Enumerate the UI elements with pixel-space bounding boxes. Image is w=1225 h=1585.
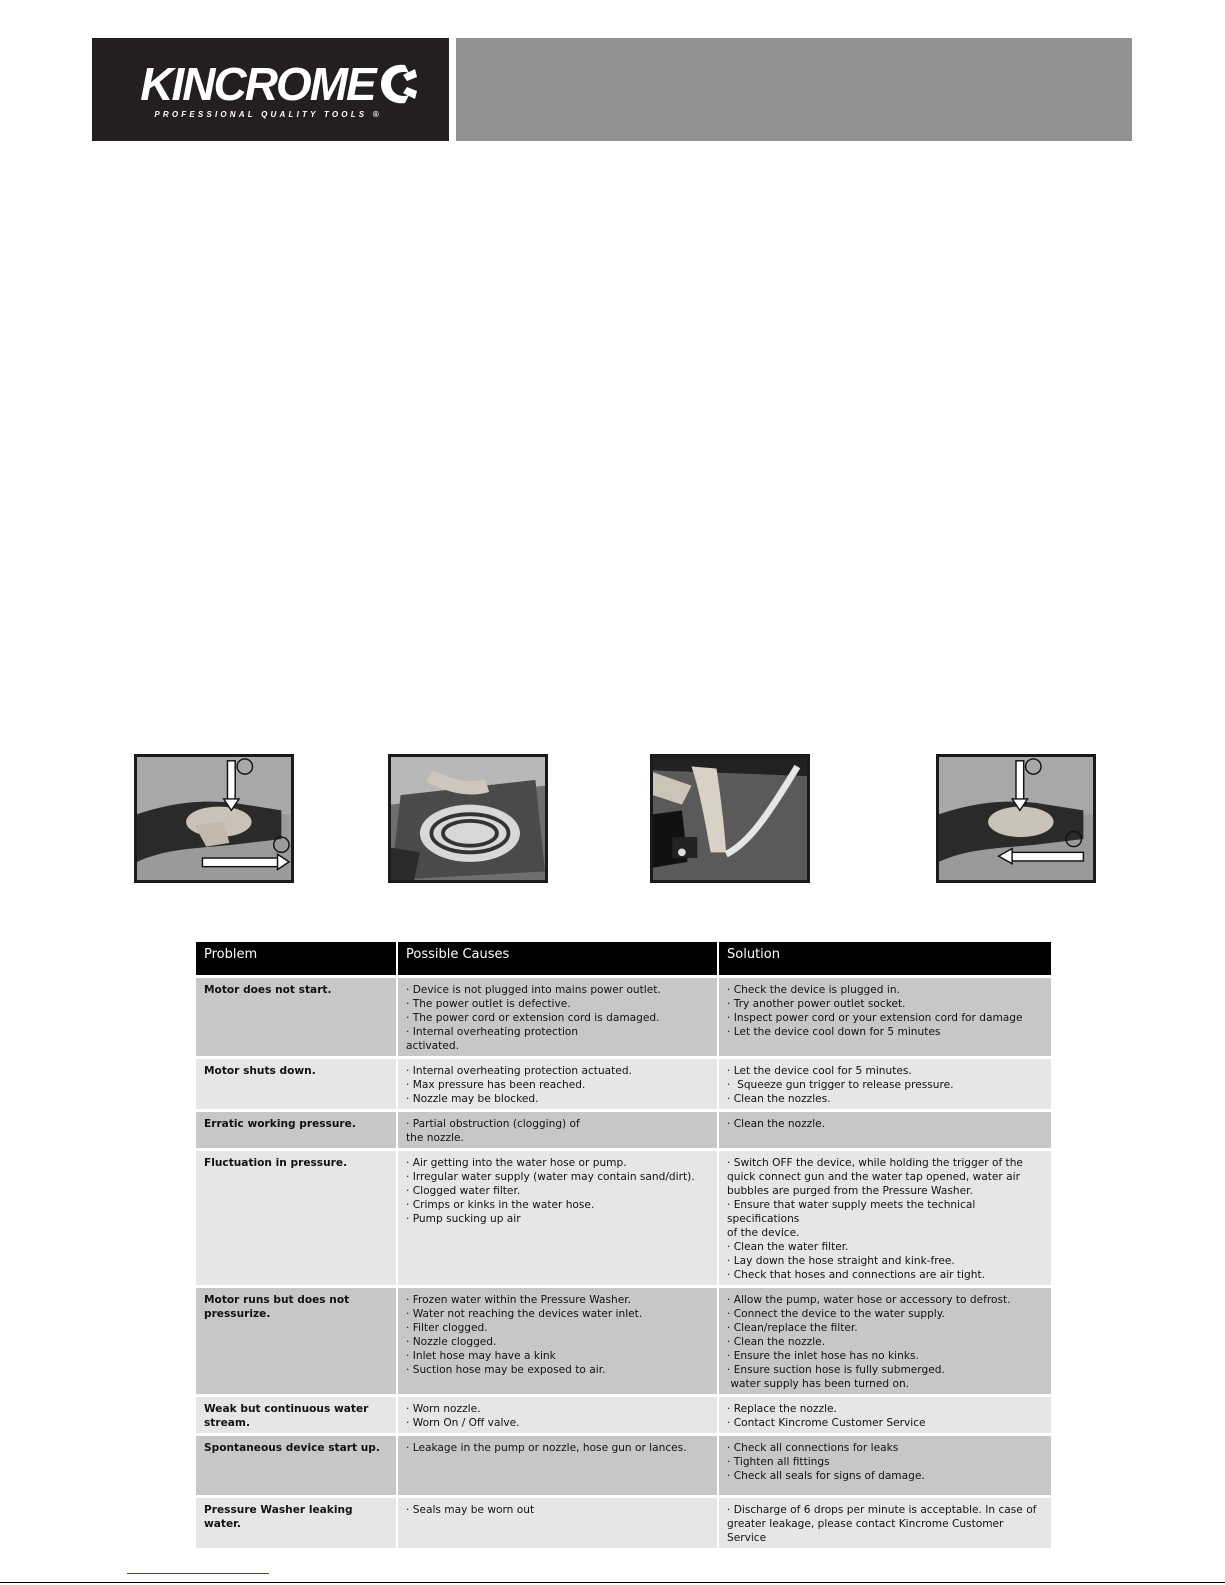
problem-cell: Motor does not start. — [196, 975, 398, 1056]
cause-line: · Worn On / Off valve. — [406, 1417, 520, 1429]
kincrome-logo — [92, 38, 449, 141]
troubleshooting-table — [196, 942, 1051, 1548]
solution-line: · Check the device is plugged in. — [727, 984, 900, 996]
problem-cell: Pressure Washer leaking water. — [196, 1495, 398, 1548]
causes-cell — [398, 1285, 719, 1394]
cause-line: · Suction hose may be exposed to air. — [406, 1364, 606, 1376]
table-row — [196, 1433, 1051, 1495]
table-row — [196, 1394, 1051, 1433]
problem-cell: Spontaneous device start up. — [196, 1433, 398, 1495]
cause-line: · Leakage in the pump or nozzle, hose gun or lances. — [406, 1442, 687, 1454]
causes-cell — [398, 1433, 719, 1495]
cause-line: · Device is not plugged into mains power outlet. — [406, 984, 661, 996]
cause-line: · Pump sucking up air — [406, 1213, 521, 1225]
solution-line: · Let the device cool for 5 minutes. — [727, 1065, 912, 1077]
cause-line: · Seals may be worn out — [406, 1504, 535, 1516]
gun-trigger-release-photo — [936, 754, 1096, 883]
solution-line: bubbles are purged from the Pressure Washer. — [727, 1185, 973, 1197]
table-row — [196, 1056, 1051, 1109]
spanner-icon — [375, 61, 419, 107]
table-row — [196, 1285, 1051, 1394]
problem-cell: Fluctuation in pressure. — [196, 1148, 398, 1285]
cause-line: · Water not reaching the devices water inlet. — [406, 1308, 643, 1320]
cause-line: activated. — [406, 1040, 459, 1052]
causes-cell — [398, 1495, 719, 1548]
cause-line: · The power outlet is defective. — [406, 998, 571, 1010]
hose-in-water-tub-photo — [388, 754, 548, 883]
cause-line: · Clogged water filter. — [406, 1185, 521, 1197]
cause-line: · Air getting into the water hose or pump. — [406, 1157, 627, 1169]
solution-line: water supply has been turned on. — [727, 1378, 910, 1390]
gun-trigger-lock-photo — [134, 754, 294, 883]
causes-cell — [398, 1109, 719, 1148]
cause-line: · Internal overheating protection actuated. — [406, 1065, 632, 1077]
cause-line: · Nozzle clogged. — [406, 1336, 497, 1348]
logo-wordmark: KINCROME — [140, 57, 375, 110]
solution-line: · Contact Kincrome Customer Service — [727, 1417, 926, 1429]
cause-line: · Nozzle may be blocked. — [406, 1093, 539, 1105]
cause-line: · Frozen water within the Pressure Washer. — [406, 1294, 632, 1306]
problem-cell: Weak but continuous water stream. — [196, 1394, 398, 1433]
solution-line: · Connect the device to the water supply. — [727, 1308, 945, 1320]
cause-line: the nozzle. — [406, 1132, 464, 1144]
cause-line: · The power cord or extension cord is damaged. — [406, 1012, 660, 1024]
solution-cell — [719, 1433, 1051, 1495]
solution-line: · Squeeze gun trigger to release pressure. — [727, 1079, 954, 1091]
footer-rule — [0, 1582, 1225, 1583]
causes-cell — [398, 1056, 719, 1109]
solution-line: specifications — [727, 1213, 800, 1225]
table-row — [196, 1109, 1051, 1148]
table-header-row — [196, 942, 1051, 975]
solution-cell — [719, 1285, 1051, 1394]
solution-line: · Tighten all fittings — [727, 1456, 830, 1468]
spray-gun-icon — [137, 757, 291, 880]
cause-line: · Max pressure has been reached. — [406, 1079, 586, 1091]
table-row — [196, 1148, 1051, 1285]
problem-cell: Motor shuts down. — [196, 1056, 398, 1109]
solution-line: · Clean the nozzle. — [727, 1336, 826, 1348]
hose-submerged-icon — [391, 757, 545, 880]
solution-line: · Ensure that water supply meets the technical — [727, 1199, 976, 1211]
solution-line: greater leakage, please contact Kincrome Customer — [727, 1518, 1004, 1530]
table-row — [196, 1495, 1051, 1548]
solution-line: · Check all seals for signs of damage. — [727, 1470, 925, 1482]
cause-line: · Filter clogged. — [406, 1322, 488, 1334]
solution-cell — [719, 975, 1051, 1056]
footer-link-underline — [127, 1573, 269, 1574]
causes-cell — [398, 975, 719, 1056]
problem-cell: Erratic working pressure. — [196, 1109, 398, 1148]
solution-cell — [719, 1148, 1051, 1285]
solution-line: · Ensure the inlet hose has no kinks. — [727, 1350, 919, 1362]
solution-cell — [719, 1109, 1051, 1148]
connect-hose-inlet-photo — [650, 754, 810, 883]
solution-line: · Let the device cool down for 5 minutes — [727, 1026, 941, 1038]
spray-gun-icon — [939, 757, 1093, 880]
cause-line: · Crimps or kinks in the water hose. — [406, 1199, 595, 1211]
solution-line: · Check that hoses and connections are air tight. — [727, 1269, 985, 1281]
causes-cell — [398, 1394, 719, 1433]
solution-line: · Ensure suction hose is fully submerged. — [727, 1364, 945, 1376]
header-solution: Solution — [719, 942, 1051, 975]
solution-cell — [719, 1495, 1051, 1548]
cause-line: · Inlet hose may have a kink — [406, 1350, 556, 1362]
solution-line: · Clean the nozzle. — [727, 1118, 826, 1130]
solution-cell — [719, 1056, 1051, 1109]
solution-line: · Check all connections for leaks — [727, 1442, 899, 1454]
solution-line: · Try another power outlet socket. — [727, 998, 906, 1010]
header-possible-causes: Possible Causes — [398, 942, 719, 975]
hose-connection-icon — [653, 757, 807, 880]
table-row — [196, 975, 1051, 1056]
cause-line: · Worn nozzle. — [406, 1403, 481, 1415]
logo-tagline: PROFESSIONAL QUALITY TOOLS — [154, 109, 368, 119]
solution-line: · Clean the water filter. — [727, 1241, 849, 1253]
solution-line: · Inspect power cord or your extension cord for damage — [727, 1012, 1023, 1024]
cause-line: · Partial obstruction (clogging) of — [406, 1118, 580, 1130]
solution-line: · Lay down the hose straight and kink-free. — [727, 1255, 955, 1267]
solution-line: of the device. — [727, 1227, 800, 1239]
header-problem: Problem — [196, 942, 398, 975]
problem-cell: Motor runs but does not pressurize. — [196, 1285, 398, 1394]
header-bar — [456, 38, 1132, 141]
solution-line: quick connect gun and the water tap opened, water air — [727, 1171, 1020, 1183]
solution-line: · Clean the nozzles. — [727, 1093, 831, 1105]
solution-line: · Allow the pump, water hose or accessory to defrost. — [727, 1294, 1011, 1306]
solution-line: · Switch OFF the device, while holding the trigger of the — [727, 1157, 1023, 1169]
solution-line: Service — [727, 1532, 767, 1544]
solution-cell — [719, 1394, 1051, 1433]
cause-line: · Irregular water supply (water may contain sand/dirt). — [406, 1171, 695, 1183]
solution-line: · Discharge of 6 drops per minute is acceptable. In case of — [727, 1504, 1037, 1516]
causes-cell — [398, 1148, 719, 1285]
solution-line: · Clean/replace the filter. — [727, 1322, 858, 1334]
solution-line: · Replace the nozzle. — [727, 1403, 837, 1415]
registered-mark: ® — [372, 109, 379, 119]
cause-line: · Internal overheating protection — [406, 1026, 579, 1038]
